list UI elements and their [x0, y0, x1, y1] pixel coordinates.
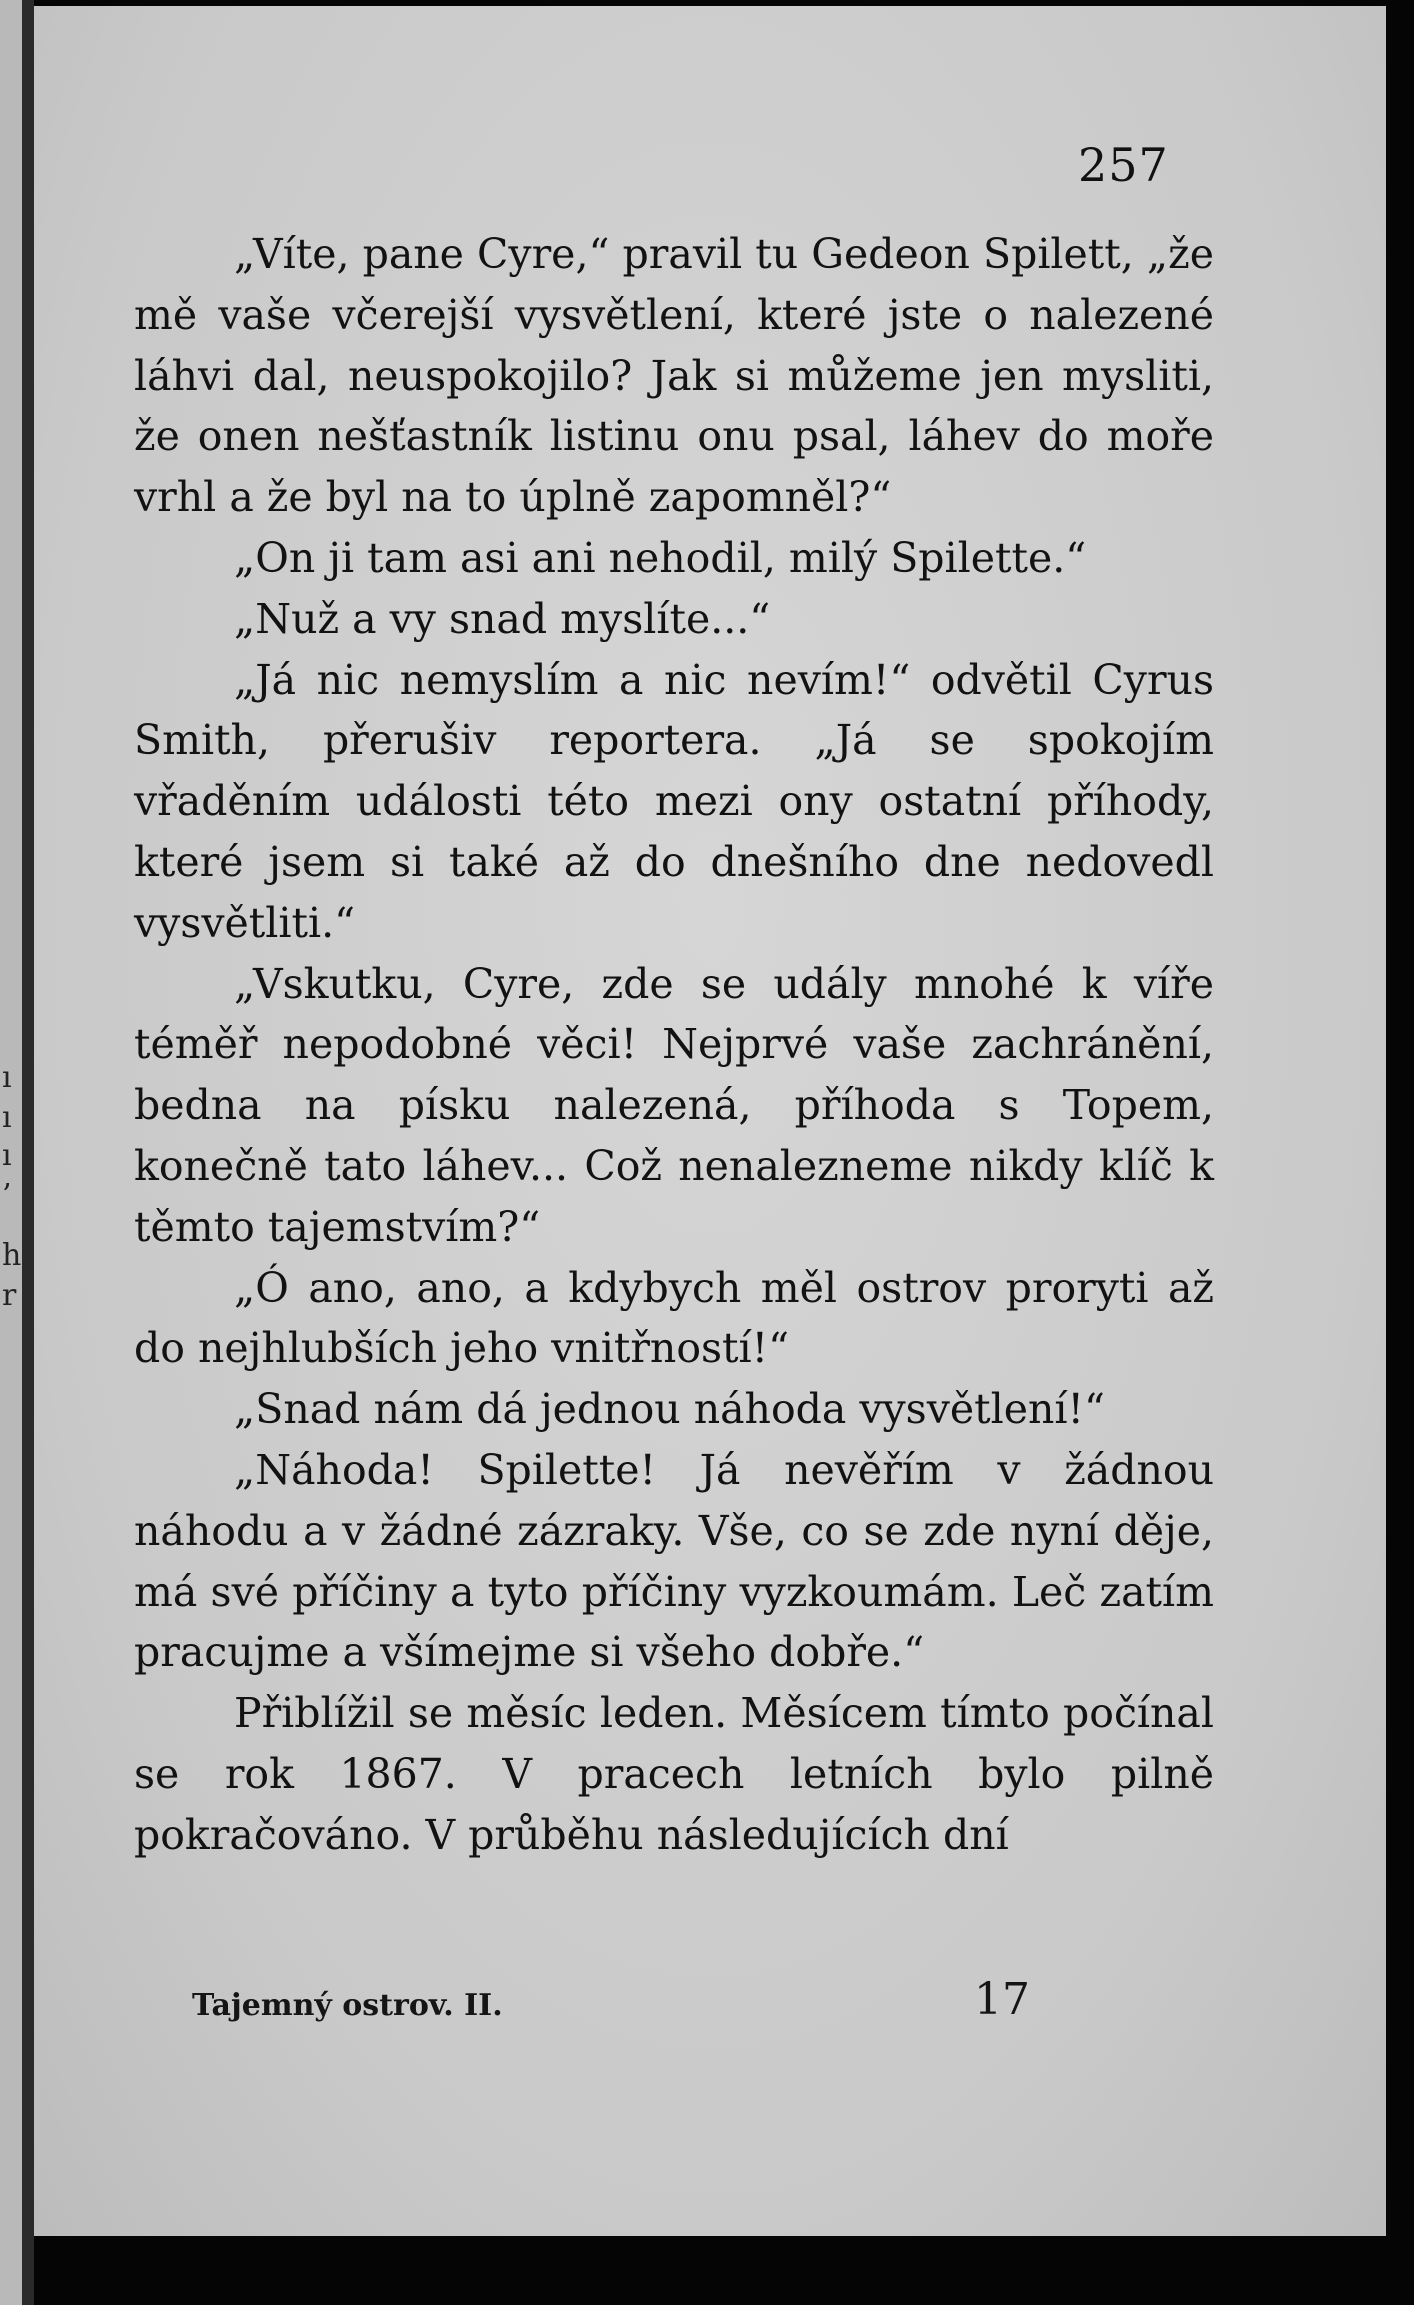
signature-mark: 17 [974, 1974, 1030, 2025]
paragraph: „Ó ano, ano, a kdybych měl ostrov proryti až do nejhlubších jeho vnitřností!“ [134, 1263, 1214, 1373]
page-number: 257 [1078, 138, 1169, 192]
paragraph: Přiblížil se měsíc leden. Měsícem tímto počínal se rok 1867. V pracech letních bylo pilně pokračováno. V průběhu následujících dní [134, 1689, 1214, 1859]
book-page [34, 6, 1386, 2236]
paragraph: „Nuž a vy snad myslíte...“ [234, 594, 771, 643]
paragraph: „Já nic nemyslím a nic nevím!“ odvětil Cyrus Smith, přerušiv reportera. „Já se spokojím vřaděním události této mezi ony ostatní příhody, které jsem si také až do dnešního dne nedovedl vysvětliti.“ [134, 655, 1214, 947]
paragraph: „On ji tam asi ani nehodil, milý Spilette.“ [234, 533, 1087, 582]
page-footer [192, 1974, 1052, 2034]
body-text [134, 224, 1214, 1866]
margin-fragment: ı [2, 1100, 12, 1135]
margin-fragment: h [2, 1238, 22, 1273]
margin-fragment: ’ [2, 1178, 12, 1213]
book-title: Tajemný ostrov. II. [192, 1988, 503, 2023]
gutter-shadow [22, 0, 34, 2305]
margin-fragment: ı [2, 1060, 12, 1095]
paragraph: „Náhoda! Spilette! Já nevěřím v žádnou náhodu a v žádné zázraky. Vše, co se zde nyní děje, má své příčiny a tyto příčiny vyzkoumám. Leč zatím pracujme a všímejme si všeho dobře.“ [134, 1445, 1214, 1677]
margin-fragment: ı [2, 1138, 12, 1173]
paragraph: „Vskutku, Cyre, zde se udály mnohé k víře téměř nepodobné věci! Nejprvé vaše zachránění, bedna na písku nalezená, příhoda s Topem, konečně tato láhev... Což nenalezneme nikdy klíč k těmto tajemstvím?“ [134, 959, 1214, 1251]
paragraph: „Snad nám dá jednou náhoda vysvětlení!“ [234, 1385, 1105, 1434]
paragraph: „Víte, pane Cyre,“ pravil tu Gedeon Spilett, „že mě vaše včerejší vysvětlení, které jste o nalezené láhvi dal, neuspokojilo? Jak si můžeme jen mysliti, že onen nešťastník listinu onu psal, láhev do moře vrhl a že byl na to úplně zapomněl?“ [134, 230, 1214, 522]
margin-fragment: r [2, 1278, 17, 1313]
